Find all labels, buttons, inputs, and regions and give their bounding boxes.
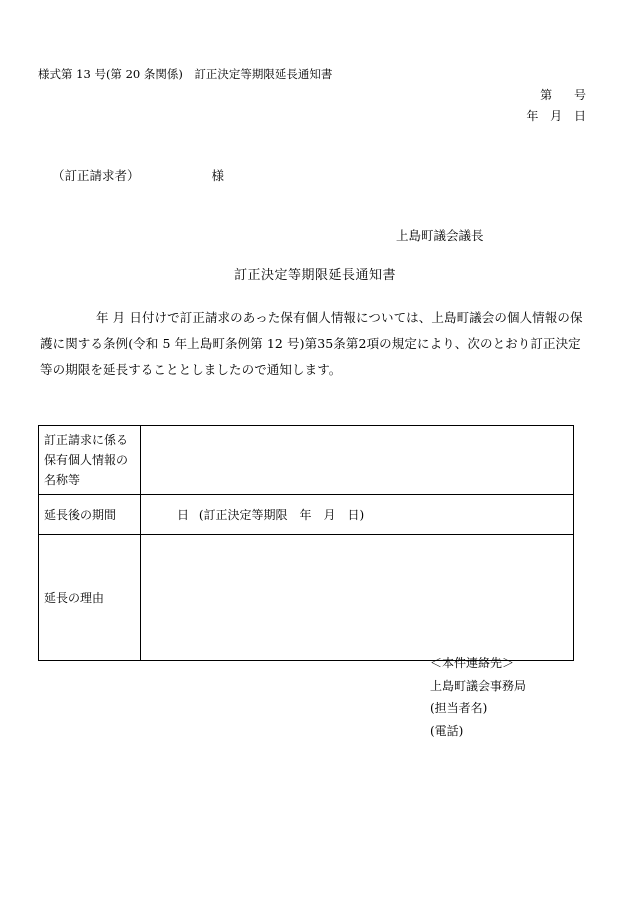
document-title: 訂正決定等期限延長通知書 xyxy=(233,268,396,283)
contact-office: 上島町議会事務局 xyxy=(430,678,527,693)
extended-period-value: 日 (訂正決定等期限 年 月 日) xyxy=(141,495,574,535)
extended-period-label: 延長後の期間 xyxy=(39,495,141,535)
requester-label: （訂正請求者） xyxy=(52,168,140,183)
document-date: 年 月 日 xyxy=(526,109,586,123)
document-number: 第 号 xyxy=(540,88,586,102)
table-row xyxy=(39,495,574,535)
table-row xyxy=(39,535,574,661)
issuer: 上島町議会議長 xyxy=(396,228,484,243)
contact-person: (担当者名) xyxy=(430,701,488,715)
addressee xyxy=(52,166,224,184)
info-table xyxy=(38,425,574,661)
personal-info-name-value xyxy=(141,426,574,495)
form-number-title: 様式第 13 号(第 20 条関係) 訂正決定等期限延長通知書 xyxy=(38,67,333,81)
notice-body: 年 月 日付けで訂正請求のあった保有個人情報については、上島町議会の個人情報の保護に関する条例(令和 5 年上島町条例第 12 号)第35条第2項の規定により、次のとおり訂正決定等の期限を延長することとしましたので通知します。 xyxy=(40,310,583,377)
contact-phone: (電話) xyxy=(430,723,464,738)
extension-reason-value xyxy=(141,535,574,661)
table-row xyxy=(39,426,574,495)
contact-heading: ＜本件連絡先＞ xyxy=(430,656,515,670)
contact-info xyxy=(430,652,526,742)
personal-info-name-label: 訂正請求に係る保有個人情報の名称等 xyxy=(39,426,141,495)
extension-reason-label: 延長の理由 xyxy=(39,535,141,661)
honorific: 様 xyxy=(211,168,225,183)
